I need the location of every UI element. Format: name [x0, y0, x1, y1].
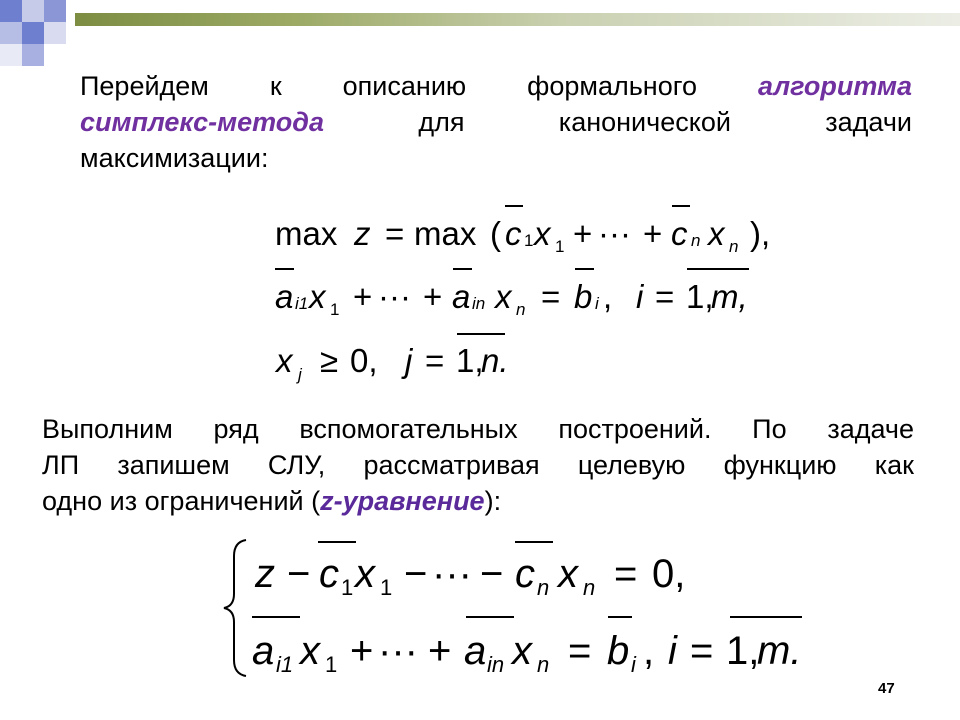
aux-line-2: ЛП запишем СЛУ, рассматривая целевую функцию как: [42, 450, 914, 480]
f1-plus: +: [573, 215, 593, 252]
f1-onecomma: 1,: [686, 278, 714, 315]
f1-dots: ···: [598, 215, 631, 252]
s-comma: ,: [643, 629, 655, 673]
f1-comma: ,: [603, 278, 613, 315]
f1-c1: c: [505, 215, 522, 252]
s-x1b: x: [300, 629, 320, 673]
s-plus: +: [350, 629, 374, 673]
f1-b: b: [574, 278, 593, 315]
f1-m: m,: [711, 278, 748, 315]
intro-line-2: симплекс-метода для канонической задачи: [80, 107, 912, 137]
f1-xn2: x: [495, 278, 512, 315]
s-x1b-sub: 1: [325, 652, 338, 677]
s-dots: ···: [432, 552, 472, 596]
s-i: i: [668, 629, 677, 673]
page-number: 47: [878, 680, 895, 697]
f1-a-in-sub: in: [472, 294, 486, 313]
f1-plus4: +: [423, 278, 443, 315]
f1-xn2-sub: n: [516, 300, 526, 319]
s-eq3: =: [690, 629, 714, 673]
f1-n: n.: [481, 342, 509, 379]
f1-eq: =: [385, 215, 405, 252]
s-xn2: x: [512, 629, 532, 673]
f1-max: max: [275, 215, 338, 252]
s-eq: =: [614, 552, 638, 596]
s-cn-sub: n: [537, 575, 550, 600]
s-zero: 0,: [652, 552, 686, 596]
f1-x1b-sub: 1: [330, 300, 340, 319]
f1-plus3: +: [353, 278, 373, 315]
s-b: b: [607, 629, 630, 673]
s-onecomma: 1,: [726, 629, 760, 673]
s-cn: c: [515, 552, 535, 596]
f1-eq3: =: [655, 278, 675, 315]
f1-dots2: ···: [378, 278, 411, 315]
f1-a-i1: a: [275, 278, 294, 315]
s-minus3: −: [480, 552, 504, 596]
f1-a-i1-sub: i1: [295, 294, 309, 313]
f1-geq: ≥: [320, 342, 339, 379]
aux-line-3: одно из ограничений (z-уравнение):: [42, 486, 502, 516]
intro-line-3: максимизации:: [80, 143, 269, 173]
f1-x1b: x: [309, 278, 326, 315]
s-dots2: ···: [378, 629, 418, 673]
s-plus2: +: [428, 629, 452, 673]
s-x1-sub: 1: [380, 575, 393, 600]
f1-z: z: [354, 215, 371, 252]
s-xn-sub: n: [583, 575, 596, 600]
f1-eq4: =: [425, 342, 445, 379]
f1-max2: max: [414, 215, 477, 252]
s-c1-sub: 1: [341, 575, 354, 600]
s-x1: x: [355, 552, 375, 596]
f1-i: i: [636, 278, 644, 315]
s-m: m.: [757, 629, 802, 673]
system-brace: [224, 540, 246, 676]
s-a-in-sub: in: [487, 652, 505, 677]
s-a-i1: a: [252, 629, 275, 673]
s-z: z: [255, 552, 275, 596]
s-a-in: a: [464, 629, 487, 673]
f1-xj: x: [276, 342, 293, 379]
f1-plus2: +: [643, 215, 663, 252]
f1-eq2: =: [541, 278, 561, 315]
s-a-i1-sub: i1: [276, 652, 294, 677]
f1-b-sub: i: [595, 294, 599, 313]
f1-xn-sub: n: [729, 237, 739, 256]
f1-xj-sub: j: [298, 365, 302, 384]
f1-cn: c: [671, 215, 688, 252]
f1-xn: x: [708, 215, 725, 252]
s-b-sub: i: [631, 652, 636, 677]
s-xn: x: [558, 552, 578, 596]
aux-line-1: Выполним ряд вспомогательных построений. По задаче: [42, 414, 914, 444]
s-c1: c: [319, 552, 339, 596]
f1-c1-sub: 1: [524, 231, 534, 250]
f1-zero: 0,: [350, 342, 378, 379]
f1-onecomma2: 1,: [456, 342, 484, 379]
f1-rparen: ),: [750, 215, 771, 252]
s-xn2-sub: n: [537, 652, 550, 677]
f1-lparen: (: [490, 215, 501, 252]
f1-cn-sub: n: [691, 231, 701, 250]
f1-j: j: [405, 342, 413, 379]
intro-line-1: Перейдем к описанию формального алгоритма: [80, 71, 912, 101]
s-minus2: −: [404, 552, 428, 596]
f1-a-in: a: [452, 278, 471, 315]
f1-x1-sub: 1: [555, 237, 565, 256]
f1-x1: x: [534, 215, 551, 252]
s-minus: −: [287, 552, 311, 596]
s-eq2: =: [568, 629, 592, 673]
